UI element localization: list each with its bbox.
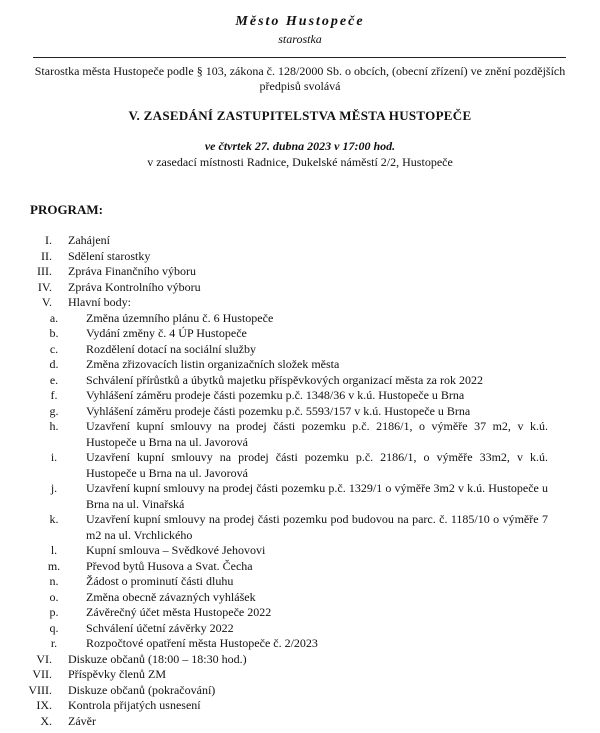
agenda-item <box>0 621 600 637</box>
agenda-item-text: Závěrečný účet města Hustopeče 2022 <box>86 605 272 619</box>
agenda-item <box>0 698 600 714</box>
agenda-item-text: Převod bytů Husova a Svat. Čecha <box>86 558 253 573</box>
meeting-heading: V. ZASEDÁNÍ ZASTUPITELSTVA MĚSTA HUSTOPEČE <box>128 108 472 123</box>
agenda-item-text: Uzavření kupní smlouvy na prodej části pozemku p.č. 2186/1, o výměře 33m2, v k.ú. Hustopeče u Brna na ul. Javorová <box>86 450 548 480</box>
agenda-item-number: k. <box>49 512 59 526</box>
agenda-item-number: II. <box>41 248 52 263</box>
agenda-item-number: b. <box>49 326 59 340</box>
agenda-item-number: h. <box>49 419 59 433</box>
agenda-item <box>0 357 600 373</box>
agenda-item-number: n. <box>49 574 59 588</box>
agenda-item-text: Změna obecně závazných vyhlášek <box>86 589 256 604</box>
agenda-item <box>0 280 600 296</box>
agenda-item-text: Zpráva Kontrolního výboru <box>68 279 201 294</box>
agenda-item-number: o. <box>49 589 59 604</box>
agenda-list <box>0 233 600 729</box>
agenda-item <box>0 326 600 342</box>
agenda-item-text: Změna zřizovacích listin organizačních složek města <box>86 357 340 371</box>
document-subtitle: starostka <box>278 32 322 46</box>
agenda-item-text: Zahájení <box>68 233 110 247</box>
agenda-item <box>0 249 600 265</box>
agenda-item-number: c. <box>49 341 59 356</box>
agenda-item-text: Příspěvky členů ZM <box>68 667 166 681</box>
agenda-item <box>0 342 600 358</box>
agenda-item <box>0 311 600 327</box>
agenda-item <box>0 512 600 543</box>
agenda-item-number: e. <box>49 372 59 387</box>
agenda-item-number: IX. <box>36 698 52 712</box>
agenda-item <box>0 683 600 699</box>
agenda-item <box>0 652 600 668</box>
agenda-item-number: f. <box>50 388 58 402</box>
agenda-item <box>0 543 600 559</box>
agenda-item-text: Uzavření kupní smlouvy na prodej části pozemku p.č. 2186/1, o výměře 37 m2, v k.ú. Hustopeče u Brna na ul. Javorová <box>86 419 548 449</box>
agenda-item-number: III. <box>37 264 52 278</box>
agenda-item-number: VII. <box>32 667 52 681</box>
agenda-item-text: Sdělení starostky <box>68 248 151 263</box>
agenda-item-text: Rozpočtové opatření města Hustopeče č. 2/2023 <box>86 636 318 650</box>
agenda-item-number: d. <box>49 357 59 371</box>
agenda-item-number: V. <box>41 295 52 309</box>
agenda-item <box>0 373 600 389</box>
agenda-item-text: Změna územního plánu č. 6 Hustopeče <box>86 310 274 325</box>
agenda-item-number: q. <box>49 620 59 635</box>
agenda-item-number: IV. <box>37 279 52 294</box>
header-divider <box>33 57 566 58</box>
agenda-item-number: j. <box>50 481 58 495</box>
agenda-item-text: Žádost o prominutí části dluhu <box>86 574 234 588</box>
agenda-item <box>0 404 600 420</box>
agenda-item-text: Závěr <box>68 713 96 728</box>
agenda-item-text: Zpráva Finančního výboru <box>68 264 196 278</box>
agenda-item-number: VI. <box>36 651 52 666</box>
agenda-item-number: p. <box>49 605 59 619</box>
agenda-item <box>0 559 600 575</box>
agenda-item-text: Rozdělení dotací na sociální služby <box>86 341 256 356</box>
agenda-item-number: I. <box>45 233 52 247</box>
program-label: PROGRAM: <box>30 202 103 217</box>
agenda-item-text: Schválení účetní závěrky 2022 <box>86 620 234 635</box>
agenda-item <box>0 714 600 730</box>
document-title: Město Hustopeče <box>235 14 365 29</box>
agenda-item-number: g. <box>49 403 59 418</box>
agenda-item <box>0 233 600 249</box>
agenda-item <box>0 590 600 606</box>
agenda-item <box>0 264 600 280</box>
agenda-item-text: Vydání změny č. 4 ÚP Hustopeče <box>86 326 247 340</box>
agenda-item-number: m. <box>47 558 61 573</box>
agenda-item-number: i. <box>50 450 58 464</box>
meeting-place: v zasedací místnosti Radnice, Dukelské náměstí 2/2, Hustopeče <box>147 155 453 169</box>
agenda-item-text: Uzavření kupní smlouvy na prodej části pozemku pod budovou na parc. č. 1185/10 o výměře 7 m2 na ul. Vrchlického <box>86 512 548 542</box>
agenda-item <box>0 636 600 652</box>
agenda-item <box>0 419 600 450</box>
agenda-item-text: Schválení přírůstků a úbytků majetku příspěvkových organizací města za rok 2022 <box>86 372 484 387</box>
agenda-item <box>0 605 600 621</box>
agenda-item-text: Vyhlášení záměru prodeje části pozemku p.č. 5593/157 v k.ú. Hustopeče u Brna <box>86 403 471 418</box>
agenda-item-text: Kupní smlouva – Svědkové Jehovovi <box>86 543 266 557</box>
agenda-item-text: Vyhlášení záměru prodeje části pozemku p.č. 1348/36 v k.ú. Hustopeče u Brna <box>86 388 465 402</box>
agenda-item <box>0 295 600 311</box>
intro-text: Starostka města Hustopeče podle § 103, zákona č. 128/2000 Sb. o obcích, (obecní zřízení) ve znění pozdějších předpisů svolává <box>34 64 566 93</box>
agenda-item-number: l. <box>50 543 58 557</box>
agenda-item <box>0 667 600 683</box>
agenda-item <box>0 450 600 481</box>
agenda-item-text: Diskuze občanů (pokračování) <box>68 682 216 697</box>
agenda-item-text: Diskuze občanů (18:00 – 18:30 hod.) <box>68 651 247 666</box>
agenda-item-number: X. <box>40 713 52 728</box>
agenda-item-text: Uzavření kupní smlouvy na prodej části pozemku p.č. 1329/1 o výměře 3m2 v k.ú. Hustopeče u Brna na ul. Vinařská <box>86 481 548 511</box>
agenda-item-number: VIII. <box>28 682 52 697</box>
agenda-item-number: a. <box>49 310 59 325</box>
agenda-item <box>0 574 600 590</box>
agenda-item-number: r. <box>50 636 58 650</box>
agenda-item <box>0 388 600 404</box>
agenda-item <box>0 481 600 512</box>
agenda-item-text: Kontrola přijatých usnesení <box>68 698 201 712</box>
meeting-date: ve čtvrtek 27. dubna 2023 v 17:00 hod. <box>204 139 396 153</box>
agenda-item-text: Hlavní body: <box>68 295 131 309</box>
